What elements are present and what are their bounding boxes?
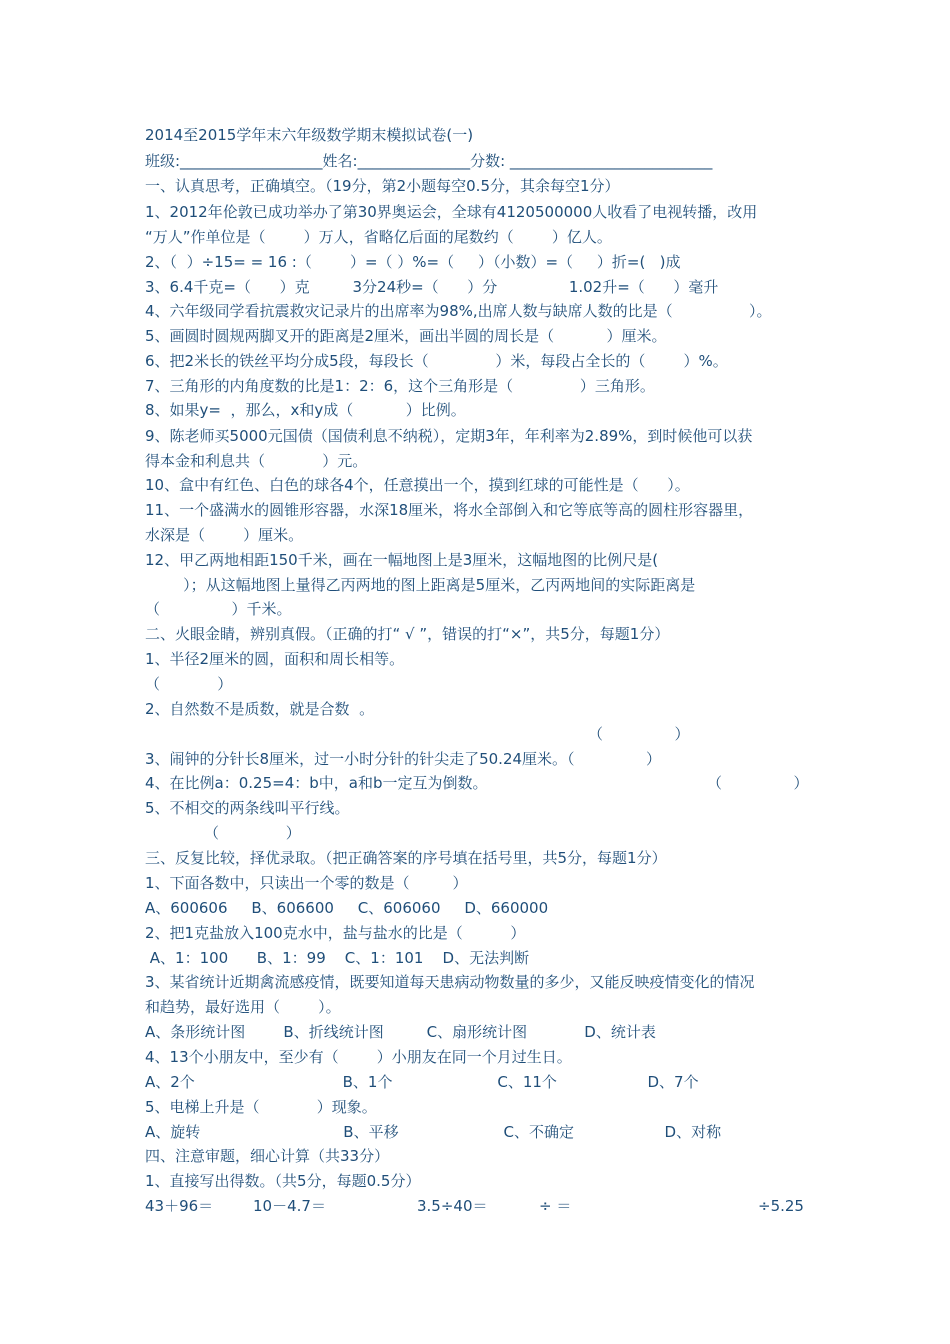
question-1-3: 3、6.4千克=（ ）克 3分24秒=（ ）分 1.02升=（ ）毫升 xyxy=(145,278,719,296)
calc-item-2: 10－4.7＝ xyxy=(253,1197,326,1215)
question-2-4-answer-parens: （ ） xyxy=(707,774,809,792)
question-2-2: 2、自然数不是质数，就是合数 。 xyxy=(145,700,375,718)
question-1-11-line-1: 11、一个盛满水的圆锥形容器，水深18厘米，将水全部倒入和它等底等高的圆柱形容器里， xyxy=(145,501,754,519)
question-1-11-line-2: 水深是（ ）厘米。 xyxy=(145,526,304,544)
question-3-1: 1、下面各数中，只读出一个零的数是（ ） xyxy=(145,874,468,892)
section-4-heading: 四、注意审题，细心计算（共33分） xyxy=(145,1147,390,1165)
page-title: 2014至2015学年末六年级数学期末模拟试卷(一) xyxy=(145,126,474,144)
question-1-12-line-2: ）；从这幅地图上量得乙丙两地的图上距离是5厘米，乙丙两地间的实际距离是 xyxy=(145,576,696,594)
question-1-12-line-1: 12、甲乙两地相距150千米，画在一幅地图上是3厘米，这幅地图的比例尺是( xyxy=(145,551,659,569)
question-1-9-line-2: 得本金和利息共（ ）元。 xyxy=(145,452,368,470)
section-1-heading: 一、认真思考，正确填空。（19分，第2小题每空0.5分，其余每空1分） xyxy=(145,177,620,195)
question-1-6: 6、把2米长的铁丝平均分成5段，每段长（ ）米，每段占全长的（ ）%。 xyxy=(145,352,728,370)
calc-item-5: ÷5.25 xyxy=(758,1197,804,1215)
question-1-2: 2、（ ）÷15= = 16 :（ ）=（ ）%=（ ）（小数）=（ ）折=( )成 xyxy=(145,253,681,271)
question-3-1-options: A、600606 B、606600 C、606060 D、660000 xyxy=(145,899,549,917)
question-1-1-line-1: 1、2012年伦敦已成功举办了第30界奥运会，全球有4120500000人收看了电视转播，改用 xyxy=(145,203,758,221)
question-1-9-line-1: 9、陈老师买5000元国债（国债利息不纳税），定期3年，年利率为2.89%，到时候他可以获 xyxy=(145,427,753,445)
question-3-2-options: A、1：100 B、1：99 C、1：101 D、无法判断 xyxy=(145,949,530,967)
question-1-4: 4、六年级同学看抗震救灾记录片的出席率为98%,出席人数与缺席人数的比是（ ）。 xyxy=(145,302,772,320)
question-3-3-options: A、条形统计图 B、折线统计图 C、扇形统计图 D、统计表 xyxy=(145,1023,656,1041)
question-3-5-options: A、旋转 B、平移 C、不确定 D、对称 xyxy=(145,1123,722,1141)
student-info-line: 班级:___________________姓名:_______________分数: ___________________________ xyxy=(145,152,713,170)
question-3-3-line-2: 和趋势，最好选用（ ）。 xyxy=(145,998,341,1016)
question-1-1-line-2: “万人”作单位是（ ）万人，省略亿后面的尾数约（ ）亿人。 xyxy=(145,228,612,246)
calc-item-3: 3.5÷40＝ xyxy=(417,1197,488,1215)
question-2-2-answer-parens: （ ） xyxy=(588,725,690,743)
question-3-5: 5、电梯上升是（ ）现象。 xyxy=(145,1098,377,1116)
question-1-10: 10、盒中有红色、白色的球各4个，任意摸出一个，摸到红球的可能性是（ ）。 xyxy=(145,476,690,494)
calc-item-1: 43＋96＝ xyxy=(145,1197,214,1215)
question-4-1: 1、直接写出得数。（共5分，每题0.5分） xyxy=(145,1172,421,1190)
question-1-7: 7、三角形的内角度数的比是1：2：6，这个三角形是（ ）三角形。 xyxy=(145,377,655,395)
question-1-8: 8、如果y= ，那么，x和y成（ ）比例。 xyxy=(145,401,466,419)
question-3-4-options: A、2个 B、1个 C、11个 D、7个 xyxy=(145,1073,699,1091)
question-2-1: 1、半径2厘米的圆，面积和周长相等。 xyxy=(145,650,405,668)
calc-item-4: ÷ ＝ xyxy=(539,1197,572,1215)
question-2-3: 3、闹钟的分针长8厘米，过一小时分针的针尖走了50.24厘米。（ ） xyxy=(145,750,662,768)
question-3-2: 2、把1克盐放入100克水中，盐与盐水的比是（ ） xyxy=(145,924,526,942)
question-2-5: 5、不相交的两条线叫平行线。 xyxy=(145,799,350,817)
question-2-5-answer-parens: （ ） xyxy=(204,824,301,842)
question-2-4: 4、在比例a：0.25=4：b中，a和b一定互为倒数。 xyxy=(145,774,488,792)
question-1-12-line-3: （ ）千米。 xyxy=(145,600,292,618)
section-2-heading: 二、火眼金睛，辨别真假。（正确的打“ √ ”，错误的打“×”，共5分，每题1分） xyxy=(145,625,670,643)
question-1-5: 5、画圆时圆规两脚叉开的距离是2厘米，画出半圆的周长是（ ）厘米。 xyxy=(145,327,667,345)
question-3-3-line-1: 3、某省统计近期禽流感疫情，既要知道每天患病动物数量的多少，又能反映疫情变化的情况 xyxy=(145,973,755,991)
question-2-1-answer-parens: （ ） xyxy=(145,675,233,693)
question-3-4: 4、13个小朋友中，至少有（ ）小朋友在同一个月过生日。 xyxy=(145,1048,572,1066)
section-3-heading: 三、反复比较，择优录取。（把正确答案的序号填在括号里，共5分，每题1分） xyxy=(145,849,667,867)
